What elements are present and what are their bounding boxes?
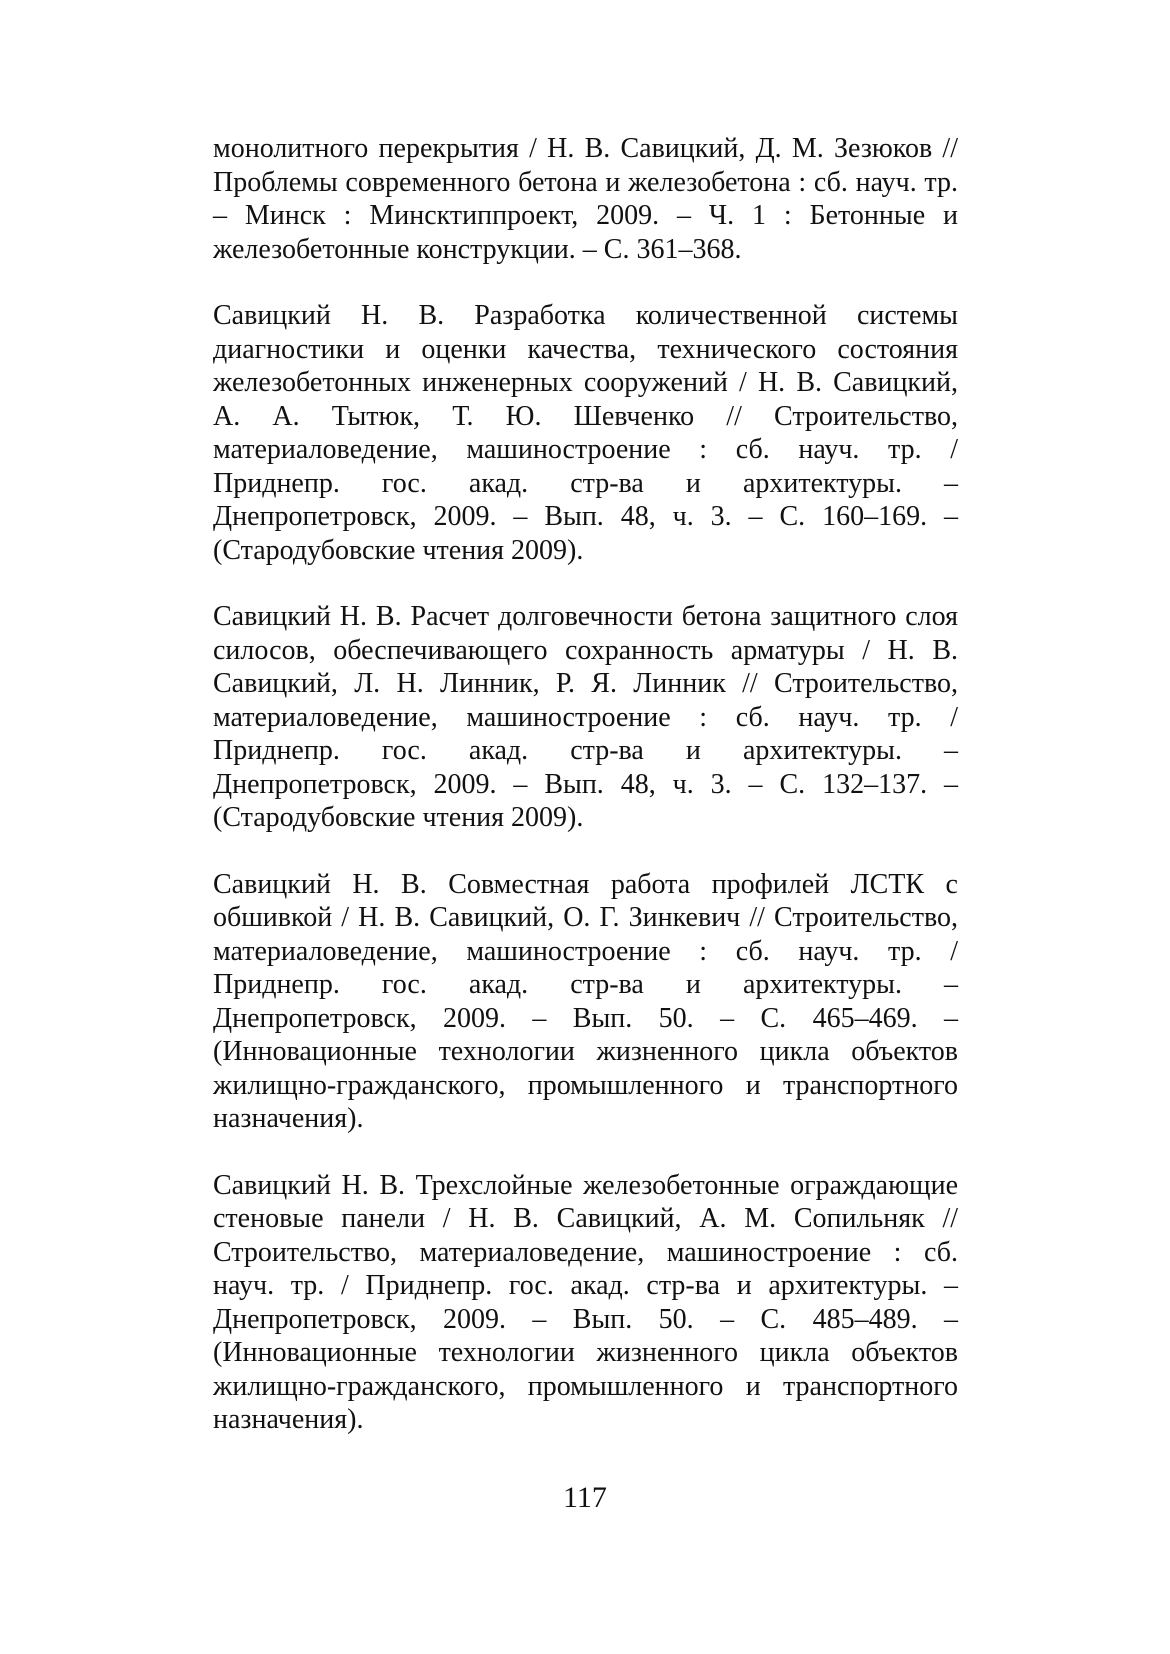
- reference-entry: Савицкий Н. В. Расчет долговечности бетона защитного слоя силосов, обеспечивающего сохранность арматуры / Н. В. Савицкий, Л. Н. Линник, Р. Я. Линник // Строительство, материаловедение, машиностроение : сб. науч. тр. / Приднепр. гос. акад. стр-ва и архитектуры. – Днепропетровск, 2009. – Вып. 48, ч. 3. – С. 132–137. – (Стародубовские чтения 2009).: [213, 601, 958, 833]
- reference-list: [213, 132, 958, 1470]
- reference-entry: Савицкий Н. В. Трехслойные железобетонные ограждающие стеновые панели / Н. В. Савицкий, А. М. Сопильняк // Строительство, материаловедение, машиностроение : сб. науч. тр. / Приднепр. гос. акад. стр-ва и архитектуры. – Днепропетровск, 2009. – Вып. 50. – С. 485–489. – (Инновационные технологии жизненного цикла объектов жилищно-гражданского, промышленного и транспортного назначения).: [213, 1169, 958, 1435]
- page-number: 117: [563, 1481, 607, 1514]
- reference-entry: монолитного перекрытия / Н. В. Савицкий, Д. М. Зезюков // Проблемы современного бетона и железобетона : сб. науч. тр. – Минск : Минсктиппроект, 2009. – Ч. 1 : Бетонные и железобетонные конструкции. – С. 361–368.: [213, 133, 958, 265]
- reference-entry: Савицкий Н. В. Разработка количественной системы диагностики и оценки качества, технического состояния железобетонных инженерных сооружений / Н. В. Савицкий, А. А. Тытюк, Т. Ю. Шевченко // Строительство, материаловедение, машиностроение : сб. науч. тр. / Приднепр. гос. акад. стр-ва и архитектуры. – Днепропетровск, 2009. – Вып. 48, ч. 3. – С. 160–169. – (Стародубовские чтения 2009).: [213, 300, 958, 566]
- reference-entry: Савицкий Н. В. Совместная работа профилей ЛСТК с обшивкой / Н. В. Савицкий, О. Г. Зинкевич // Строительство, материаловедение, машиностроение : сб. науч. тр. / Приднепр. гос. акад. стр-ва и архитектуры. – Днепропетровск, 2009. – Вып. 50. – С. 465–469. – (Инновационные технологии жизненного цикла объектов жилищно-гражданского, промышленного и транспортного назначения).: [213, 868, 958, 1134]
